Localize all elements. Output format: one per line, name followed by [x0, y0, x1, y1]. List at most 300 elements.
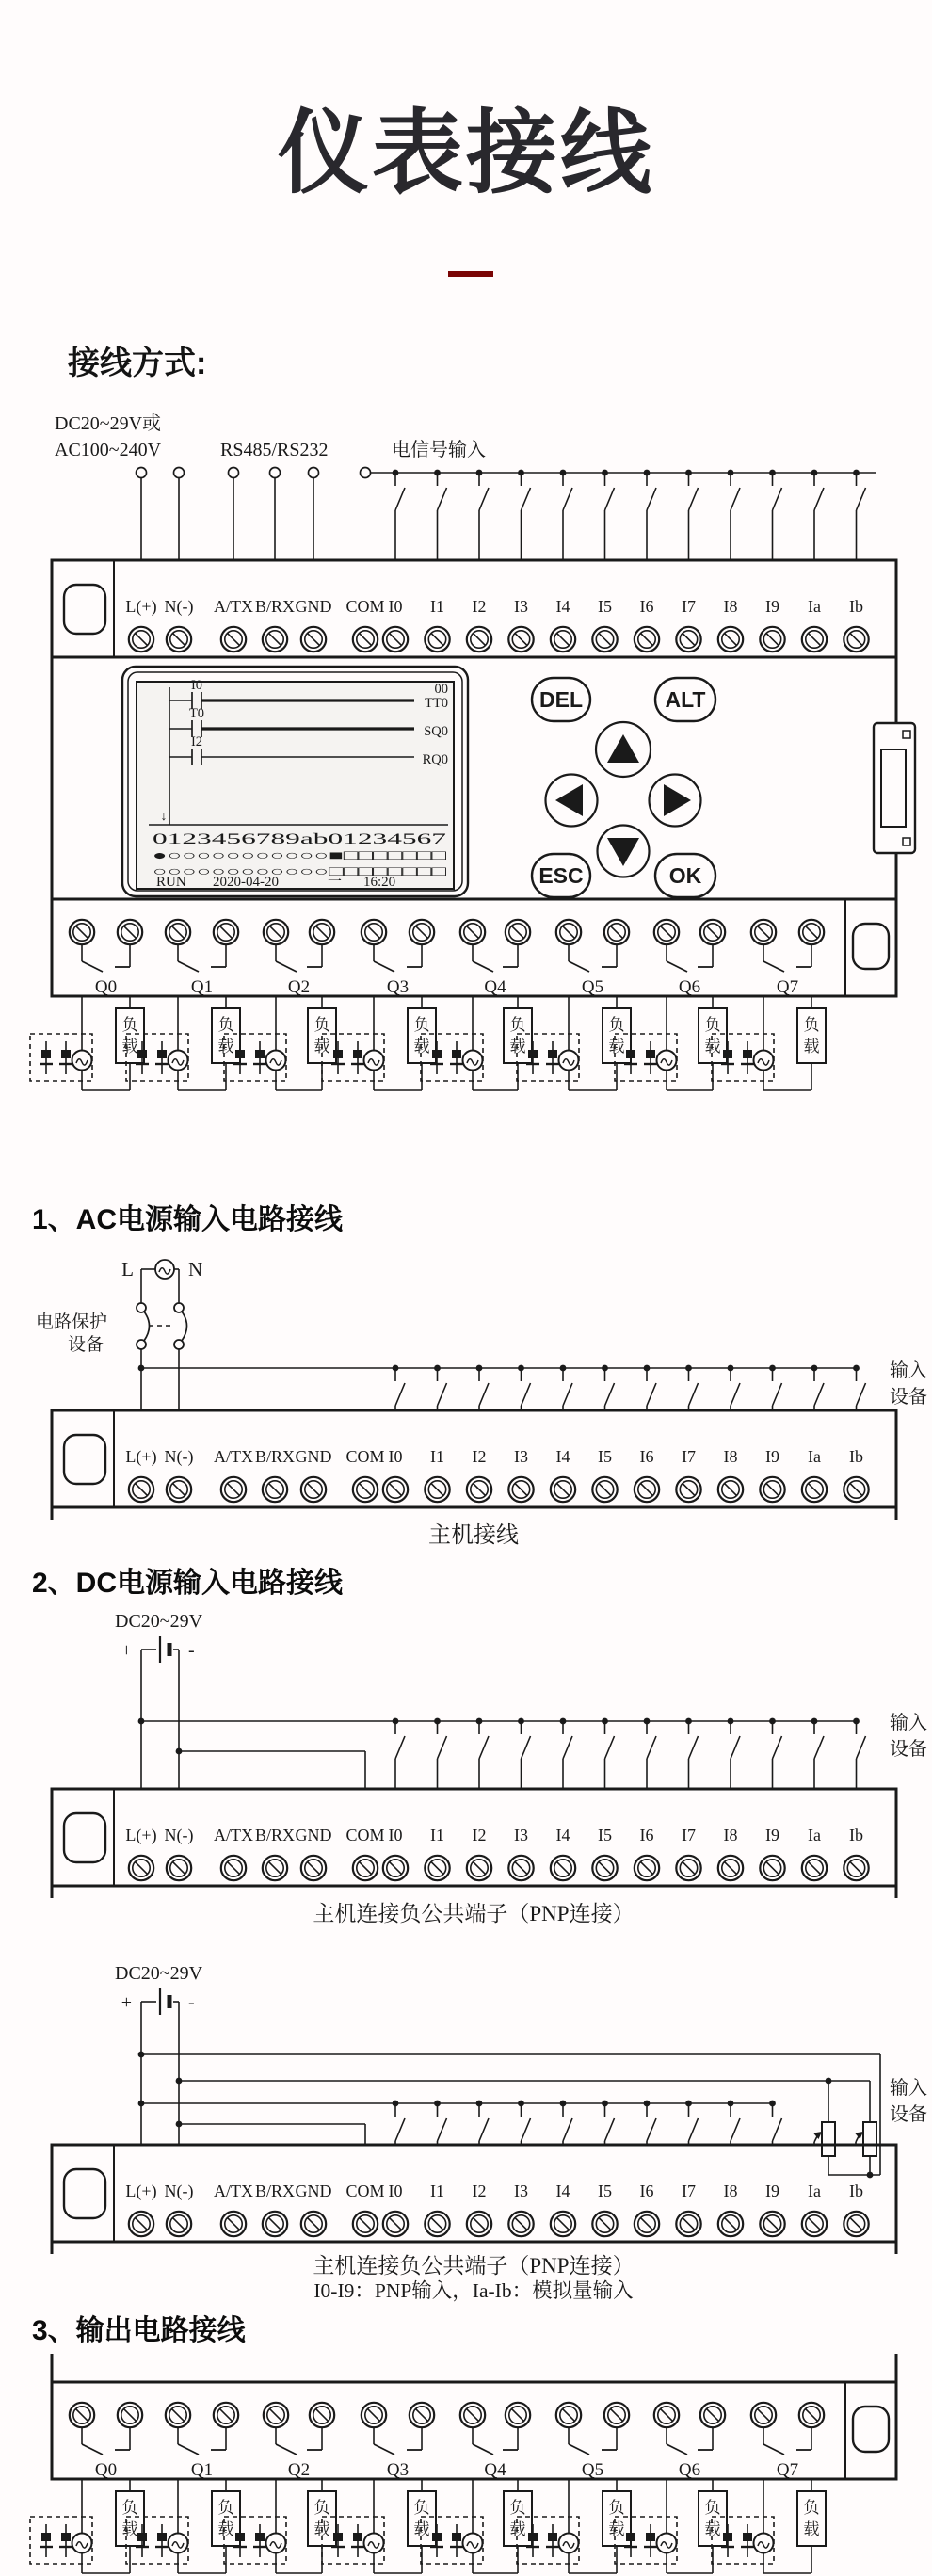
ac-source-icon — [559, 2534, 579, 2553]
input-switch-icon — [605, 2118, 615, 2141]
input-switch-icon — [522, 488, 531, 510]
output-contact-icon — [178, 2444, 199, 2455]
suppressor-icon — [235, 1050, 245, 1058]
terminal-label: I0 — [388, 1447, 403, 1466]
signal-label: 电信号输入 — [392, 440, 486, 460]
input-device-label-2: 设备 — [890, 1387, 927, 1408]
terminal-label: L(+) — [125, 1447, 157, 1466]
minus-label: - — [188, 1640, 195, 1661]
section1-heading: 1、AC电源输入电路接线 — [32, 1204, 344, 1235]
minus-label: - — [188, 1992, 195, 2013]
terminal-label: I5 — [598, 1826, 612, 1844]
terminal-label: Ia — [808, 597, 821, 616]
ac-source-icon — [364, 2534, 384, 2553]
suppressor-icon — [528, 1050, 538, 1058]
input-switch-icon — [773, 1383, 782, 1406]
mounting-hole — [64, 585, 105, 634]
terminal-label: I2 — [472, 1826, 487, 1844]
ok-button-label: OK — [668, 863, 702, 888]
status-day: 一 — [328, 875, 343, 890]
input-switch-icon — [647, 1383, 656, 1406]
breaker-pole — [174, 1303, 184, 1312]
output-contact-icon — [569, 2444, 589, 2455]
load-label: 负 — [217, 2499, 234, 2517]
wiper-arrow-icon — [813, 2132, 822, 2139]
ac-input-diagram — [28, 1241, 932, 1548]
terminal-label: I0 — [388, 2182, 403, 2200]
io-indicator-row-2: ○○○○○○○○○○○○□□□□□□□□ — [153, 863, 447, 878]
terminal-label: I1 — [430, 2182, 444, 2200]
section2-heading: 2、DC电源输入电路接线 — [32, 1568, 344, 1599]
suppressor-icon — [41, 2533, 51, 2541]
input-switch-icon — [857, 1383, 866, 1406]
load-label: 负 — [121, 1016, 138, 1034]
input-switch-icon — [814, 1736, 824, 1759]
input-switch-icon — [773, 2118, 782, 2141]
load-label: 负 — [413, 1016, 430, 1034]
terminal-label: N(-) — [164, 2182, 194, 2200]
output-terminal-label: Q1 — [190, 977, 214, 997]
suppressor-icon — [452, 1050, 461, 1058]
output-contact-icon — [178, 961, 199, 972]
load-label: 负 — [313, 1016, 330, 1034]
load-label: 载 — [608, 2520, 625, 2538]
input-switch-icon — [563, 1736, 572, 1759]
arrow-right-icon — [664, 784, 691, 816]
output-terminal-label: Q2 — [287, 977, 311, 997]
ac-source-icon — [72, 2534, 92, 2553]
section3-heading: 3、输出电路接线 — [32, 2315, 246, 2346]
suppressor-icon — [255, 2533, 265, 2541]
terminal-label: Ia — [808, 1447, 821, 1466]
input-switch-icon — [395, 1383, 405, 1406]
terminal-label: N(-) — [164, 1447, 194, 1466]
ac-source-icon — [169, 1051, 188, 1071]
suppressor-icon — [235, 2533, 245, 2541]
power-label-1: DC20~29V或 — [55, 413, 162, 434]
ac-source-icon — [169, 2534, 188, 2553]
suppressor-icon — [61, 1050, 71, 1058]
load-label: 负 — [217, 1016, 234, 1034]
io-index-row: 0123456789ab01234567 — [153, 831, 447, 847]
terminal-label: I6 — [639, 2182, 654, 2200]
terminal-label: B/RX — [254, 1826, 296, 1844]
input-switch-icon — [438, 2118, 447, 2141]
section2-caption: 主机连接负公共端子（PNP连接） — [313, 1902, 635, 1925]
load-label: 载 — [509, 1038, 526, 1055]
output-terminal-label: Q3 — [386, 977, 410, 997]
dc-voltage-label: DC20~29V — [115, 1963, 203, 1984]
terminal-label: A/TX — [214, 597, 253, 616]
input-device-label-2: 设备 — [890, 1739, 927, 1760]
suppressor-icon — [548, 1050, 557, 1058]
terminal-label: N(-) — [164, 1826, 194, 1844]
terminal-label: I6 — [639, 1447, 654, 1466]
ac-source-icon — [657, 1051, 677, 1071]
terminal-label: I7 — [682, 2182, 696, 2200]
terminal-label: I5 — [598, 1447, 612, 1466]
power-terminal-circle — [270, 468, 281, 478]
suppressor-icon — [353, 1050, 362, 1058]
input-device-label-1: 输入 — [890, 1360, 927, 1381]
arrow-up-icon — [607, 734, 639, 763]
suppressor-icon — [255, 1050, 265, 1058]
breaker-pole — [137, 1303, 146, 1312]
input-switch-icon — [479, 1736, 489, 1759]
load-label: 载 — [313, 1038, 330, 1055]
terminal-label: I7 — [682, 597, 696, 616]
output-terminal-label: Q7 — [776, 977, 799, 997]
terminal-label: B/RX — [254, 1447, 296, 1466]
rung-contact-label: T0 — [188, 706, 205, 721]
input-device-label-1: 输入 — [890, 2078, 927, 2099]
load-label: 载 — [413, 1038, 430, 1055]
terminal-label: I3 — [514, 2182, 528, 2200]
terminal-label: I7 — [682, 1826, 696, 1844]
status-mode: RUN — [156, 875, 186, 890]
section2b-caption-2: I0-I9：PNP输入，Ia-Ib：模拟量输入 — [313, 2279, 634, 2302]
suppressor-icon — [61, 2533, 71, 2541]
section1-caption: 主机接线 — [428, 1523, 519, 1548]
wiper-arrow-icon — [855, 2132, 863, 2139]
output-contact-icon — [82, 2444, 103, 2455]
suppressor-icon — [333, 2533, 343, 2541]
cursor-arrow-icon: ↓ — [160, 808, 168, 823]
terminal-label: I1 — [430, 1826, 444, 1844]
suppressor-icon — [333, 1050, 343, 1058]
input-switch-icon — [814, 488, 824, 510]
terminal-label: I6 — [639, 1826, 654, 1844]
input-switch-icon — [857, 488, 866, 510]
terminal-label: Ia — [808, 1826, 821, 1844]
terminal-label: I8 — [723, 1447, 738, 1466]
output-contact-icon — [276, 961, 297, 972]
line-label: L — [121, 1258, 134, 1280]
load-label: 载 — [704, 2520, 721, 2538]
output-terminal-label: Q6 — [678, 2460, 701, 2480]
power-terminal-circle — [137, 468, 147, 478]
ac-source-icon — [657, 2534, 677, 2553]
ac-source-icon — [463, 1051, 483, 1071]
mounting-hole — [64, 1813, 105, 1862]
input-switch-icon — [438, 1736, 447, 1759]
input-switch-icon — [522, 1736, 531, 1759]
input-switch-icon — [773, 488, 782, 510]
terminal-label: I6 — [639, 597, 654, 616]
terminal-label: GND — [295, 2182, 332, 2200]
load-label: 载 — [121, 2520, 138, 2538]
terminal-label: COM — [345, 1826, 385, 1844]
expansion-port — [874, 723, 915, 853]
output-terminal-label: Q5 — [581, 977, 604, 997]
output-contact-icon — [569, 961, 589, 972]
load-label: 负 — [803, 1016, 820, 1034]
terminal-label: Ib — [849, 1447, 863, 1466]
load-label: 载 — [803, 2520, 820, 2538]
suppressor-icon — [432, 1050, 442, 1058]
terminal-label: I1 — [430, 597, 444, 616]
input-switch-icon — [731, 1736, 740, 1759]
output-terminal-label: Q1 — [190, 2460, 214, 2480]
load-label: 负 — [608, 2499, 625, 2517]
breaker-blade — [182, 1312, 187, 1341]
ac-source-icon — [364, 1051, 384, 1071]
power-label-2: AC100~240V — [55, 440, 162, 460]
terminal-label: I0 — [388, 597, 403, 616]
suppressor-icon — [743, 2533, 752, 2541]
suppressor-icon — [137, 1050, 147, 1058]
suppressor-icon — [452, 2533, 461, 2541]
terminal-label: I7 — [682, 1447, 696, 1466]
esc-button-label: ESC — [538, 863, 584, 888]
terminal-label: I2 — [472, 2182, 487, 2200]
suppressor-icon — [743, 1050, 752, 1058]
terminal-label: I4 — [555, 597, 570, 616]
ac-source-icon — [463, 2534, 483, 2553]
terminal-label: COM — [345, 2182, 385, 2200]
input-switch-icon — [731, 2118, 740, 2141]
load-label: 负 — [509, 2499, 526, 2517]
main-wiring-diagram — [28, 405, 932, 1106]
load-label: 负 — [608, 1016, 625, 1034]
dc-input-diagram — [28, 1601, 932, 1940]
suppressor-icon — [723, 2533, 732, 2541]
terminal-label: B/RX — [254, 2182, 296, 2200]
output-terminal-label: Q3 — [386, 2460, 410, 2480]
mounting-hole — [853, 924, 889, 969]
ac-source-icon — [266, 2534, 286, 2553]
input-switch-icon — [395, 488, 405, 510]
status-time: 16:20 — [363, 875, 396, 890]
output-contact-icon — [374, 2444, 394, 2455]
suppressor-icon — [646, 1050, 655, 1058]
output-contact-icon — [763, 2444, 784, 2455]
load-label: 载 — [217, 1038, 234, 1055]
terminal-label: I1 — [430, 1447, 444, 1466]
terminal-label: I9 — [765, 1447, 779, 1466]
status-date: 2020-04-20 — [213, 875, 279, 890]
terminal-label: I4 — [555, 2182, 570, 2200]
input-switch-icon — [563, 1383, 572, 1406]
input-switch-icon — [773, 1736, 782, 1759]
title-underline — [448, 271, 493, 277]
plus-label: + — [121, 1640, 132, 1661]
terminal-label: GND — [295, 1447, 332, 1466]
input-switch-icon — [605, 488, 615, 510]
input-switch-icon — [395, 2118, 405, 2141]
terminal-label: A/TX — [214, 2182, 253, 2200]
load-label: 载 — [803, 1038, 820, 1055]
dc-voltage-label: DC20~29V — [115, 1611, 203, 1632]
terminal-label: L(+) — [125, 2182, 157, 2200]
terminal-label: Ib — [849, 1826, 863, 1844]
terminal-label: I8 — [723, 2182, 738, 2200]
suppressor-icon — [157, 1050, 167, 1058]
terminal-label: Ia — [808, 2182, 821, 2200]
terminal-label: L(+) — [125, 1826, 157, 1844]
input-switch-icon — [395, 1736, 405, 1759]
terminal-label: GND — [295, 1826, 332, 1844]
input-switch-icon — [438, 488, 447, 510]
dc-input-analog-diagram — [28, 1949, 932, 2302]
output-contact-icon — [667, 2444, 687, 2455]
terminal-label: I8 — [723, 1826, 738, 1844]
load-label: 载 — [509, 2520, 526, 2538]
output-contact-icon — [667, 961, 687, 972]
output-contact-icon — [763, 961, 784, 972]
input-switch-icon — [857, 1736, 866, 1759]
load-label: 载 — [413, 2520, 430, 2538]
terminal-label: I3 — [514, 1447, 528, 1466]
terminal-label: B/RX — [254, 597, 296, 616]
mounting-hole — [853, 2407, 889, 2452]
load-label: 负 — [313, 2499, 330, 2517]
power-terminal-circle — [309, 468, 319, 478]
neutral-label: N — [188, 1258, 203, 1280]
suppressor-icon — [41, 1050, 51, 1058]
ac-source-icon — [266, 1051, 286, 1071]
power-terminal-circle — [229, 468, 239, 478]
suppressor-icon — [157, 2533, 167, 2541]
protection-label-1: 电路保护 — [36, 1312, 108, 1332]
suppressor-icon — [548, 2533, 557, 2541]
terminal-label: I4 — [555, 1826, 570, 1844]
arrow-left-icon — [555, 784, 583, 816]
input-switch-icon — [522, 2118, 531, 2141]
input-switch-icon — [605, 1383, 615, 1406]
mounting-hole — [64, 2169, 105, 2218]
ac-source-icon — [72, 1051, 92, 1071]
input-switch-icon — [814, 1383, 824, 1406]
terminal-label: I9 — [765, 2182, 779, 2200]
input-switch-icon — [647, 488, 656, 510]
terminal-label: I9 — [765, 597, 779, 616]
terminal-label: COM — [345, 597, 385, 616]
terminal-label: L(+) — [125, 597, 157, 616]
rung-coil-label: RQ0 — [422, 752, 448, 767]
output-terminal-label: Q4 — [484, 2460, 506, 2480]
ac-source-icon — [754, 1051, 774, 1071]
input-switch-icon — [689, 2118, 699, 2141]
suppressor-icon — [528, 2533, 538, 2541]
protection-label-2: 设备 — [68, 1335, 104, 1355]
load-label: 负 — [413, 2499, 430, 2517]
suppressor-icon — [626, 1050, 635, 1058]
load-label: 载 — [121, 1038, 138, 1055]
terminal-label: I8 — [723, 597, 738, 616]
section2b-caption-1: 主机连接负公共端子（PNP连接） — [313, 2254, 635, 2278]
suppressor-icon — [646, 2533, 655, 2541]
terminal-label: I0 — [388, 1826, 403, 1844]
load-label: 载 — [704, 1038, 721, 1055]
suppressor-icon — [137, 2533, 147, 2541]
rung-coil-label: TT0 — [425, 696, 448, 711]
mounting-hole — [64, 1435, 105, 1484]
terminal-label: I4 — [555, 1447, 570, 1466]
plus-label: + — [121, 1992, 132, 2013]
input-switch-icon — [689, 1383, 699, 1406]
terminal-label: I2 — [472, 597, 487, 616]
load-label: 负 — [704, 2499, 721, 2517]
terminal-label: Ib — [849, 597, 863, 616]
io-indicator-row-1: ●○○○○○○○○○○○■□□□□□□□ — [153, 847, 447, 862]
input-switch-icon — [479, 488, 489, 510]
output-wiring-diagram — [28, 2354, 932, 2576]
input-switch-icon — [647, 1736, 656, 1759]
output-terminal-label: Q5 — [581, 2460, 604, 2480]
output-contact-icon — [374, 961, 394, 972]
output-terminal-label: Q0 — [94, 977, 118, 997]
rung-contact-label: I0 — [190, 678, 203, 693]
output-contact-icon — [473, 961, 493, 972]
terminal-label: I5 — [598, 597, 612, 616]
terminal-label: A/TX — [214, 1826, 253, 1844]
terminal-label: COM — [345, 1447, 385, 1466]
power-terminal-circle — [174, 468, 185, 478]
load-label: 负 — [704, 1016, 721, 1034]
rung-contact-label: I2 — [190, 734, 203, 749]
input-switch-icon — [689, 488, 699, 510]
potentiometer-icon — [863, 2122, 876, 2156]
terminal-label: N(-) — [164, 597, 194, 616]
input-switch-icon — [563, 488, 572, 510]
input-device-label-1: 输入 — [890, 1713, 927, 1733]
suppressor-icon — [626, 2533, 635, 2541]
terminal-label: I3 — [514, 1826, 528, 1844]
load-label: 负 — [121, 2499, 138, 2517]
suppressor-icon — [723, 1050, 732, 1058]
load-label: 负 — [509, 1016, 526, 1034]
input-switch-icon — [731, 1383, 740, 1406]
terminal-label: I3 — [514, 597, 528, 616]
ac-source-icon — [155, 1260, 174, 1279]
input-switch-icon — [605, 1736, 615, 1759]
output-terminal-label: Q2 — [287, 2460, 311, 2480]
load-label: 负 — [803, 2499, 820, 2517]
terminal-label: I2 — [472, 1447, 487, 1466]
rung-coil-label: SQ0 — [424, 724, 448, 739]
page-title: 仪表接线 — [278, 102, 654, 204]
ac-source-icon — [754, 2534, 774, 2553]
del-button-label: DEL — [539, 687, 583, 712]
load-label: 载 — [217, 2520, 234, 2538]
arrow-down-icon — [607, 838, 639, 866]
input-switch-icon — [479, 1383, 489, 1406]
output-terminal-label: Q4 — [484, 977, 506, 997]
input-device-label-2: 设备 — [890, 2104, 927, 2125]
output-terminal-label: Q0 — [94, 2460, 118, 2480]
input-switch-icon — [731, 488, 740, 510]
terminal-label: I9 — [765, 1826, 779, 1844]
terminal-label: GND — [295, 597, 332, 616]
load-label: 载 — [313, 2520, 330, 2538]
suppressor-icon — [353, 2533, 362, 2541]
breaker-pole — [137, 1340, 146, 1349]
input-switch-icon — [522, 1383, 531, 1406]
input-switch-icon — [647, 2118, 656, 2141]
potentiometer-icon — [822, 2122, 835, 2156]
input-switch-icon — [479, 2118, 489, 2141]
input-switch-icon — [689, 1736, 699, 1759]
signal-bus-terminal — [361, 468, 371, 478]
input-switch-icon — [438, 1383, 447, 1406]
output-contact-icon — [473, 2444, 493, 2455]
alt-button-label: ALT — [665, 687, 706, 712]
terminal-label: I5 — [598, 2182, 612, 2200]
breaker-blade — [144, 1312, 150, 1341]
suppressor-icon — [432, 2533, 442, 2541]
ac-source-icon — [559, 1051, 579, 1071]
